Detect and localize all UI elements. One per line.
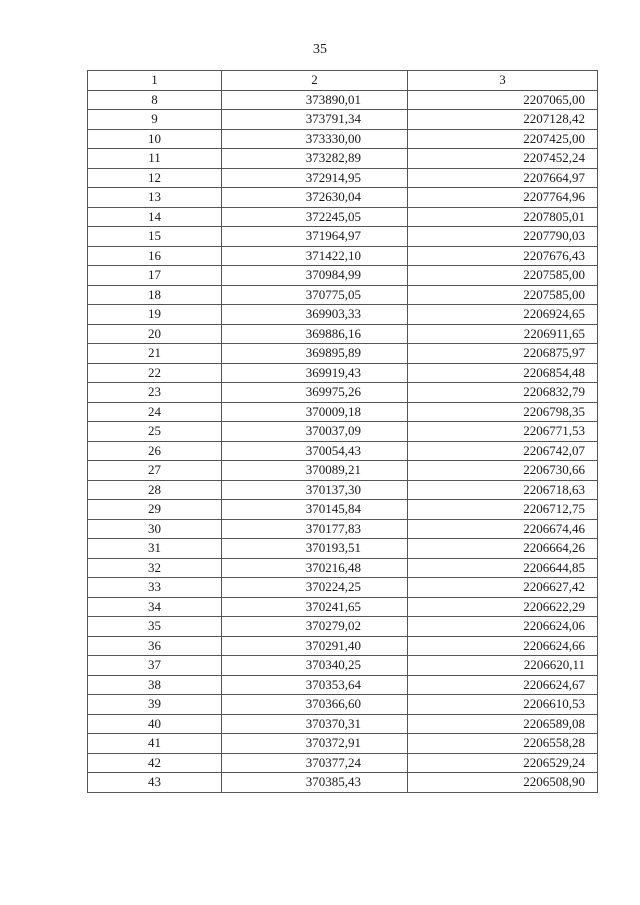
table-row	[88, 110, 598, 130]
y-coordinate-cell: 2206589,08	[408, 714, 598, 734]
table-row	[88, 344, 598, 364]
y-coordinate-cell: 2207128,42	[408, 110, 598, 130]
point-number-cell: 9	[88, 110, 222, 130]
y-coordinate-cell: 2206622,29	[408, 597, 598, 617]
y-coordinate-cell: 2206875,97	[408, 344, 598, 364]
y-coordinate-cell: 2206508,90	[408, 773, 598, 793]
x-coordinate-cell: 370372,91	[222, 734, 408, 754]
point-number-cell: 21	[88, 344, 222, 364]
point-number-cell: 8	[88, 90, 222, 110]
table-row	[88, 773, 598, 793]
table-row	[88, 266, 598, 286]
point-number-cell: 18	[88, 285, 222, 305]
y-coordinate-cell: 2207664,97	[408, 168, 598, 188]
table-row	[88, 402, 598, 422]
point-number-cell: 12	[88, 168, 222, 188]
y-coordinate-cell: 2206854,48	[408, 363, 598, 383]
y-coordinate-cell: 2207790,03	[408, 227, 598, 247]
y-coordinate-cell: 2207585,00	[408, 285, 598, 305]
point-number-cell: 28	[88, 480, 222, 500]
x-coordinate-cell: 373330,00	[222, 129, 408, 149]
table-row	[88, 324, 598, 344]
y-coordinate-cell: 2206627,42	[408, 578, 598, 598]
y-coordinate-cell: 2207764,96	[408, 188, 598, 208]
point-number-cell: 31	[88, 539, 222, 559]
y-coordinate-cell: 2206832,79	[408, 383, 598, 403]
x-coordinate-cell: 370340,25	[222, 656, 408, 676]
y-coordinate-cell: 2206730,66	[408, 461, 598, 481]
x-coordinate-cell: 370009,18	[222, 402, 408, 422]
point-number-cell: 23	[88, 383, 222, 403]
table-row	[88, 246, 598, 266]
x-coordinate-cell: 369903,33	[222, 305, 408, 325]
table-row	[88, 480, 598, 500]
point-number-cell: 24	[88, 402, 222, 422]
point-number-cell: 42	[88, 753, 222, 773]
point-number-cell: 22	[88, 363, 222, 383]
point-number-cell: 39	[88, 695, 222, 715]
point-number-cell: 34	[88, 597, 222, 617]
x-coordinate-cell: 369886,16	[222, 324, 408, 344]
x-coordinate-cell: 370279,02	[222, 617, 408, 637]
x-coordinate-cell: 370984,99	[222, 266, 408, 286]
x-coordinate-cell: 372245,05	[222, 207, 408, 227]
x-coordinate-cell: 371422,10	[222, 246, 408, 266]
y-coordinate-cell: 2206798,35	[408, 402, 598, 422]
table-row	[88, 207, 598, 227]
y-coordinate-cell: 2207805,01	[408, 207, 598, 227]
x-coordinate-cell: 369895,89	[222, 344, 408, 364]
page-number: 35	[313, 42, 327, 57]
table-row	[88, 285, 598, 305]
table-row	[88, 636, 598, 656]
x-coordinate-cell: 373282,89	[222, 149, 408, 169]
point-number-cell: 37	[88, 656, 222, 676]
point-number-cell: 11	[88, 149, 222, 169]
y-coordinate-cell: 2206771,53	[408, 422, 598, 442]
table-row	[88, 714, 598, 734]
point-number-cell: 32	[88, 558, 222, 578]
point-number-cell: 30	[88, 519, 222, 539]
table-row	[88, 675, 598, 695]
x-coordinate-cell: 370216,48	[222, 558, 408, 578]
y-coordinate-cell: 2206529,24	[408, 753, 598, 773]
y-coordinate-cell: 2206712,75	[408, 500, 598, 520]
y-coordinate-cell: 2206624,67	[408, 675, 598, 695]
table-row	[88, 461, 598, 481]
point-number-cell: 16	[88, 246, 222, 266]
x-coordinate-cell: 370377,24	[222, 753, 408, 773]
y-coordinate-cell: 2207452,24	[408, 149, 598, 169]
y-coordinate-cell: 2206624,06	[408, 617, 598, 637]
table-row	[88, 539, 598, 559]
x-coordinate-cell: 370366,60	[222, 695, 408, 715]
x-coordinate-cell: 370089,21	[222, 461, 408, 481]
x-coordinate-cell: 371964,97	[222, 227, 408, 247]
table-row	[88, 519, 598, 539]
table-row	[88, 500, 598, 520]
y-coordinate-cell: 2207065,00	[408, 90, 598, 110]
x-coordinate-cell: 370224,25	[222, 578, 408, 598]
x-coordinate-cell: 370370,31	[222, 714, 408, 734]
x-coordinate-cell: 370775,05	[222, 285, 408, 305]
y-coordinate-cell: 2207676,43	[408, 246, 598, 266]
table-row	[88, 363, 598, 383]
table-header-row	[88, 71, 598, 91]
table-row	[88, 129, 598, 149]
point-number-cell: 27	[88, 461, 222, 481]
point-number-cell: 35	[88, 617, 222, 637]
y-coordinate-cell: 2206664,26	[408, 539, 598, 559]
x-coordinate-cell: 373791,34	[222, 110, 408, 130]
x-coordinate-cell: 370241,65	[222, 597, 408, 617]
table-row	[88, 305, 598, 325]
table-row	[88, 753, 598, 773]
x-coordinate-cell: 370037,09	[222, 422, 408, 442]
y-coordinate-cell: 2207425,00	[408, 129, 598, 149]
x-coordinate-cell: 370137,30	[222, 480, 408, 500]
y-coordinate-cell: 2207585,00	[408, 266, 598, 286]
y-coordinate-cell: 2206718,63	[408, 480, 598, 500]
point-number-cell: 15	[88, 227, 222, 247]
x-coordinate-cell: 370353,64	[222, 675, 408, 695]
table-row	[88, 383, 598, 403]
x-coordinate-cell: 370177,83	[222, 519, 408, 539]
point-number-cell: 29	[88, 500, 222, 520]
point-number-cell: 26	[88, 441, 222, 461]
x-coordinate-cell: 372914,95	[222, 168, 408, 188]
x-coordinate-cell: 372630,04	[222, 188, 408, 208]
y-coordinate-cell: 2206610,53	[408, 695, 598, 715]
x-coordinate-cell: 369919,43	[222, 363, 408, 383]
x-coordinate-cell: 370145,84	[222, 500, 408, 520]
column-header: 3	[408, 71, 598, 91]
coordinates-table	[87, 70, 598, 793]
table-body	[88, 90, 598, 792]
table-row	[88, 578, 598, 598]
table-row	[88, 656, 598, 676]
point-number-cell: 19	[88, 305, 222, 325]
y-coordinate-cell: 2206558,28	[408, 734, 598, 754]
table-row	[88, 188, 598, 208]
y-coordinate-cell: 2206674,46	[408, 519, 598, 539]
y-coordinate-cell: 2206644,85	[408, 558, 598, 578]
y-coordinate-cell: 2206911,65	[408, 324, 598, 344]
point-number-cell: 40	[88, 714, 222, 734]
table-row	[88, 558, 598, 578]
table-row	[88, 168, 598, 188]
point-number-cell: 20	[88, 324, 222, 344]
table-row	[88, 149, 598, 169]
x-coordinate-cell: 373890,01	[222, 90, 408, 110]
point-number-cell: 13	[88, 188, 222, 208]
x-coordinate-cell: 370291,40	[222, 636, 408, 656]
point-number-cell: 38	[88, 675, 222, 695]
point-number-cell: 33	[88, 578, 222, 598]
point-number-cell: 25	[88, 422, 222, 442]
x-coordinate-cell: 370193,51	[222, 539, 408, 559]
table-row	[88, 90, 598, 110]
point-number-cell: 14	[88, 207, 222, 227]
table-row	[88, 597, 598, 617]
x-coordinate-cell: 369975,26	[222, 383, 408, 403]
y-coordinate-cell: 2206620,11	[408, 656, 598, 676]
table-row	[88, 734, 598, 754]
x-coordinate-cell: 370385,43	[222, 773, 408, 793]
column-header: 1	[88, 71, 222, 91]
point-number-cell: 10	[88, 129, 222, 149]
point-number-cell: 17	[88, 266, 222, 286]
table-row	[88, 227, 598, 247]
x-coordinate-cell: 370054,43	[222, 441, 408, 461]
y-coordinate-cell: 2206742,07	[408, 441, 598, 461]
point-number-cell: 41	[88, 734, 222, 754]
y-coordinate-cell: 2206924,65	[408, 305, 598, 325]
point-number-cell: 43	[88, 773, 222, 793]
y-coordinate-cell: 2206624,66	[408, 636, 598, 656]
table-row	[88, 422, 598, 442]
table-row	[88, 617, 598, 637]
table-row	[88, 695, 598, 715]
table-row	[88, 441, 598, 461]
point-number-cell: 36	[88, 636, 222, 656]
column-header: 2	[222, 71, 408, 91]
